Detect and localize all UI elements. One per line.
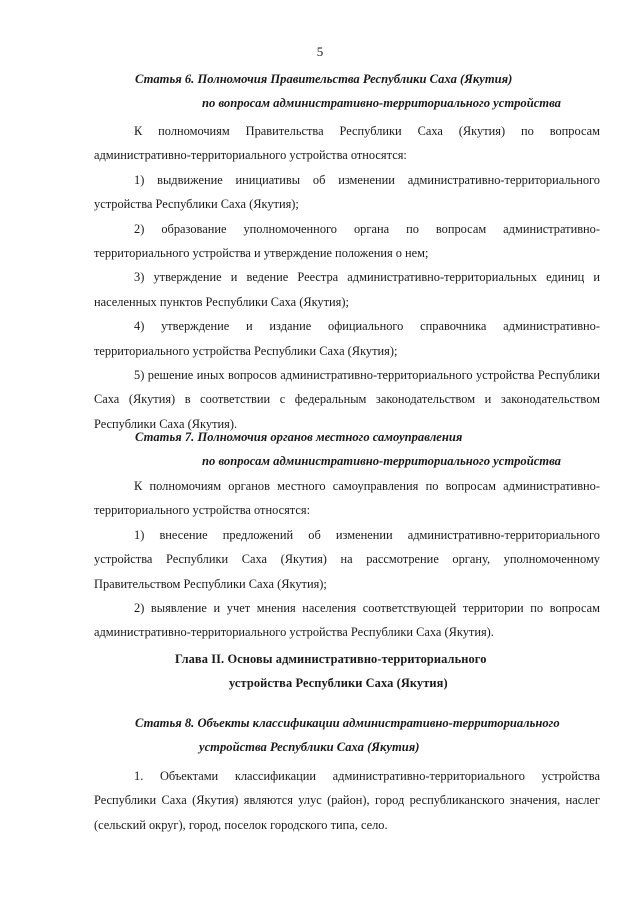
article-6-title-line-2: по вопросам административно-территориального устройства — [202, 96, 561, 110]
article-7-item-2: 2) выявление и учет мнения населения соответствующей территории по вопросам административно-территориального устройства Республики Саха (Якутия). — [94, 601, 600, 640]
article-7-item-1: 1) внесение предложений об изменении административно-территориального устройства Республики Саха (Якутия) на рассмотрение органу, уполномоченному Правительством Республики Саха (Якутия); — [94, 527, 600, 591]
article-8-body — [94, 764, 600, 837]
article-8-title-line-1: Статья 8. Объекты классификации административно-территориального — [135, 716, 560, 730]
page-number: 5 — [316, 44, 324, 59]
article-7-title-line-2: по вопросам административно-территориального устройства — [202, 454, 561, 468]
article-6-item-4: 4) утверждение и издание официального справочника административно-территориального устройства Республики Саха (Якутия); — [94, 319, 600, 358]
article-6-title-line-1: Статья 6. Полномочия Правительства Республики Саха (Якутия) — [135, 72, 513, 86]
chapter-2-title-line-2: устройства Республики Саха (Якутия) — [229, 676, 448, 690]
article-6-item-1: 1) выдвижение инициативы об изменении административно-территориального устройства Республики Саха (Якутия); — [94, 172, 600, 212]
article-6-intro: К полномочиям Правительства Республики Саха (Якутия) по вопросам административно-территориального устройства относятся: — [94, 124, 600, 163]
article-7-title-line-1: Статья 7. Полномочия органов местного самоуправления — [135, 430, 463, 444]
article-6-item-5: 5) решение иных вопросов административно-территориального устройства Республики Саха (Якутия) в соответствии с федеральным законодательством и законодательством Республики Саха (Якутия). — [94, 368, 600, 431]
article-7-body — [94, 474, 600, 645]
article-6-item-3: 3) утверждение и ведение Реестра административно-территориальных единиц и населенных пунктов Республики Саха (Якутия); — [94, 270, 600, 309]
article-7-intro: К полномочиям органов местного самоуправления по вопросам административно-территориального устройства относятся: — [94, 479, 600, 518]
chapter-2-title-line-1: Глава II. Основы административно-территориального — [175, 652, 487, 666]
article-6-body — [94, 119, 600, 436]
article-8-item-1: 1. Объектами классификации административно-территориального устройства Республики Саха (Якутия) являются улус (район), город республиканского значения, наслег (сельский округ), город, поселок городского типа, село. — [94, 769, 600, 832]
article-8-title-line-2: устройства Республики Саха (Якутия) — [199, 740, 420, 754]
article-6-item-2: 2) образование уполномоченного органа по вопросам административно-территориального устройства и утверждение положения о нем; — [94, 221, 600, 261]
